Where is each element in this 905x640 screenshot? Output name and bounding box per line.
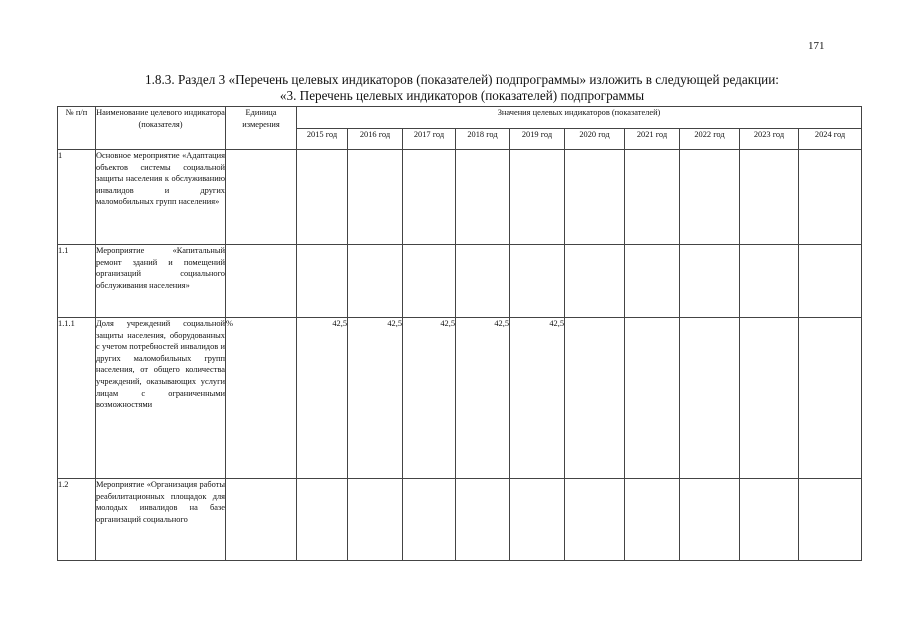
section-heading: 1.8.3. Раздел 3 «Перечень целевых индикаторов (показателей) подпрограммы» изложить в следующей редакции: (145, 72, 779, 87)
value-cell (510, 150, 565, 245)
row-number: 1.1.1 (58, 318, 96, 479)
year-header: 2018 год (456, 129, 510, 150)
row-number: 1.1 (58, 245, 96, 318)
value-cell (680, 150, 740, 245)
indicator-name: Мероприятие «Капитальный ремонт зданий и помещений организаций социального обслуживания населения» (96, 245, 226, 318)
value-cell: 42,5 (348, 318, 403, 479)
table-row (58, 245, 862, 318)
value-cell (297, 479, 348, 561)
value-cell (680, 318, 740, 479)
col-num-header: № п/п (58, 107, 96, 150)
indicator-name: Основное мероприятие «Адаптация объектов системы социальной защиты населения к обслуживанию инвалидов и других маломобильных групп населения» (96, 150, 226, 245)
page-number: 171 (808, 40, 825, 52)
table-header-row (58, 107, 862, 129)
unit-cell (226, 479, 297, 561)
unit-cell: % (226, 318, 297, 479)
indicators-table (57, 106, 862, 561)
col-unit-header: Единица измерения (226, 107, 297, 150)
indicator-name: Доля учреждений социальной защиты населения, оборудованных с учетом потребностей инвалидов и других маломобильных групп населения, от общего количества учреждений, оказывающих услуги лицам с ограниченными возможностями (96, 318, 226, 479)
value-cell (625, 245, 680, 318)
value-cell (740, 150, 799, 245)
value-cell (565, 479, 625, 561)
value-cell (348, 245, 403, 318)
indicator-name: Мероприятие «Организация работы реабилитационных площадок для молодых инвалидов на базе организаций социального (96, 479, 226, 561)
unit-cell (226, 245, 297, 318)
value-cell (680, 479, 740, 561)
value-cell (799, 245, 862, 318)
value-cell (799, 479, 862, 561)
table-row (58, 150, 862, 245)
year-header: 2019 год (510, 129, 565, 150)
table-title: «3. Перечень целевых индикаторов (показателей) подпрограммы (279, 88, 645, 103)
value-cell (740, 318, 799, 479)
year-header: 2016 год (348, 129, 403, 150)
value-cell (403, 245, 456, 318)
value-cell: 42,5 (403, 318, 456, 479)
value-cell (680, 245, 740, 318)
value-cell (565, 318, 625, 479)
value-cell (456, 479, 510, 561)
value-cell (403, 479, 456, 561)
value-cell (625, 318, 680, 479)
value-cell (565, 245, 625, 318)
row-number: 1.2 (58, 479, 96, 561)
year-header: 2021 год (625, 129, 680, 150)
value-cell (565, 150, 625, 245)
value-cell (799, 150, 862, 245)
value-cell (510, 479, 565, 561)
value-cell: 42,5 (456, 318, 510, 479)
table-row (58, 479, 862, 561)
table-row (58, 318, 862, 479)
year-header: 2023 год (740, 129, 799, 150)
value-cell (297, 245, 348, 318)
col-name-header: Наименование целевого индикатора (показателя) (96, 107, 226, 150)
value-cell (348, 479, 403, 561)
value-cell (403, 150, 456, 245)
value-cell (799, 318, 862, 479)
value-cell (297, 150, 348, 245)
value-cell (456, 150, 510, 245)
value-cell (625, 479, 680, 561)
year-header: 2020 год (565, 129, 625, 150)
year-header: 2015 год (297, 129, 348, 150)
value-cell (456, 245, 510, 318)
value-cell (740, 479, 799, 561)
unit-cell (226, 150, 297, 245)
value-cell: 42,5 (510, 318, 565, 479)
value-cell: 42,5 (297, 318, 348, 479)
year-header: 2024 год (799, 129, 862, 150)
value-cell (510, 245, 565, 318)
year-header: 2017 год (403, 129, 456, 150)
value-cell (740, 245, 799, 318)
value-cell (348, 150, 403, 245)
value-cell (625, 150, 680, 245)
row-number: 1 (58, 150, 96, 245)
values-group-header: Значения целевых индикаторов (показателей) (297, 107, 862, 129)
year-header: 2022 год (680, 129, 740, 150)
